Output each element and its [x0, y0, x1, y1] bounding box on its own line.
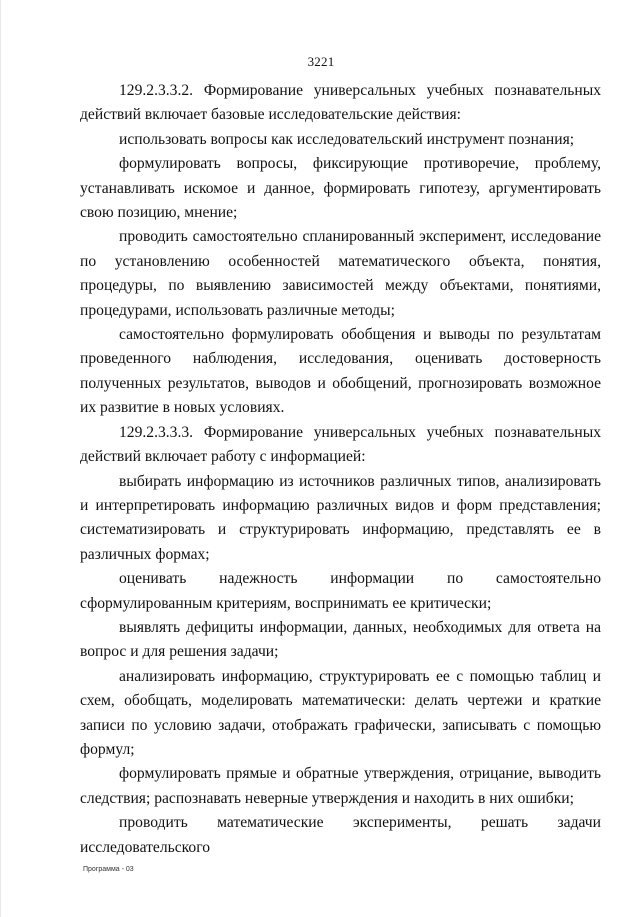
paragraph: проводить математические эксперименты, решать задачи исследовательского — [80, 814, 601, 856]
paragraph: оценивать надежность информации по самостоятельно сформулированным критериям, воспринимать ее критически; — [80, 570, 601, 612]
page-number: 3221 — [307, 54, 335, 69]
paragraph: 129.2.3.3.3. Формирование универсальных учебных познавательных действий включает работу с информацией: — [80, 423, 601, 466]
paragraph: самостоятельно формулировать обобщения и выводы по результатам проведенного наблюдения, исследования, оценивать достоверность полученных результатов, выводов и обобщений, прогнозировать возможное их развитие в новых условиях. — [80, 326, 601, 417]
paragraph: проводить самостоятельно спланированный эксперимент, исследование по установлению особенностей математического объекта, понятия, процедуры, по выявлению зависимостей между объектами, понятиями, процедурами, использовать различные методы; — [80, 228, 601, 319]
paragraph: выбирать информацию из источников различных типов, анализировать и интерпретировать информацию различных видов и форм представления; систематизировать и структурировать информацию, представлять ее в различных формах; — [80, 472, 601, 563]
paragraph: формулировать прямые и обратные утверждения, отрицание, выводить следствия; распознавать неверные утверждения и находить в них ошибки; — [80, 765, 601, 807]
paragraph: выявлять дефициты информации, данных, необходимых для ответа на вопрос и для решения задачи; — [80, 618, 601, 661]
paragraph: анализировать информацию, структурировать ее с помощью таблиц и схем, обобщать, моделировать математически: делать чертежи и краткие записи по условию задачи, отображать графически, записывать с помощью формул; — [80, 667, 601, 758]
paragraph: использовать вопросы как исследовательский инструмент познания; — [119, 130, 575, 148]
paragraph: формулировать вопросы, фиксирующие противоречие, проблему, устанавливать искомое и данное, формировать гипотезу, аргументировать свою позицию, мнение; — [80, 155, 601, 222]
paragraph: 129.2.3.3.2. Формирование универсальных учебных познавательных действий включает базовые исследовательские действия: — [80, 82, 601, 124]
footer-label: Программа - 03 — [83, 866, 134, 873]
document-body — [80, 79, 601, 860]
